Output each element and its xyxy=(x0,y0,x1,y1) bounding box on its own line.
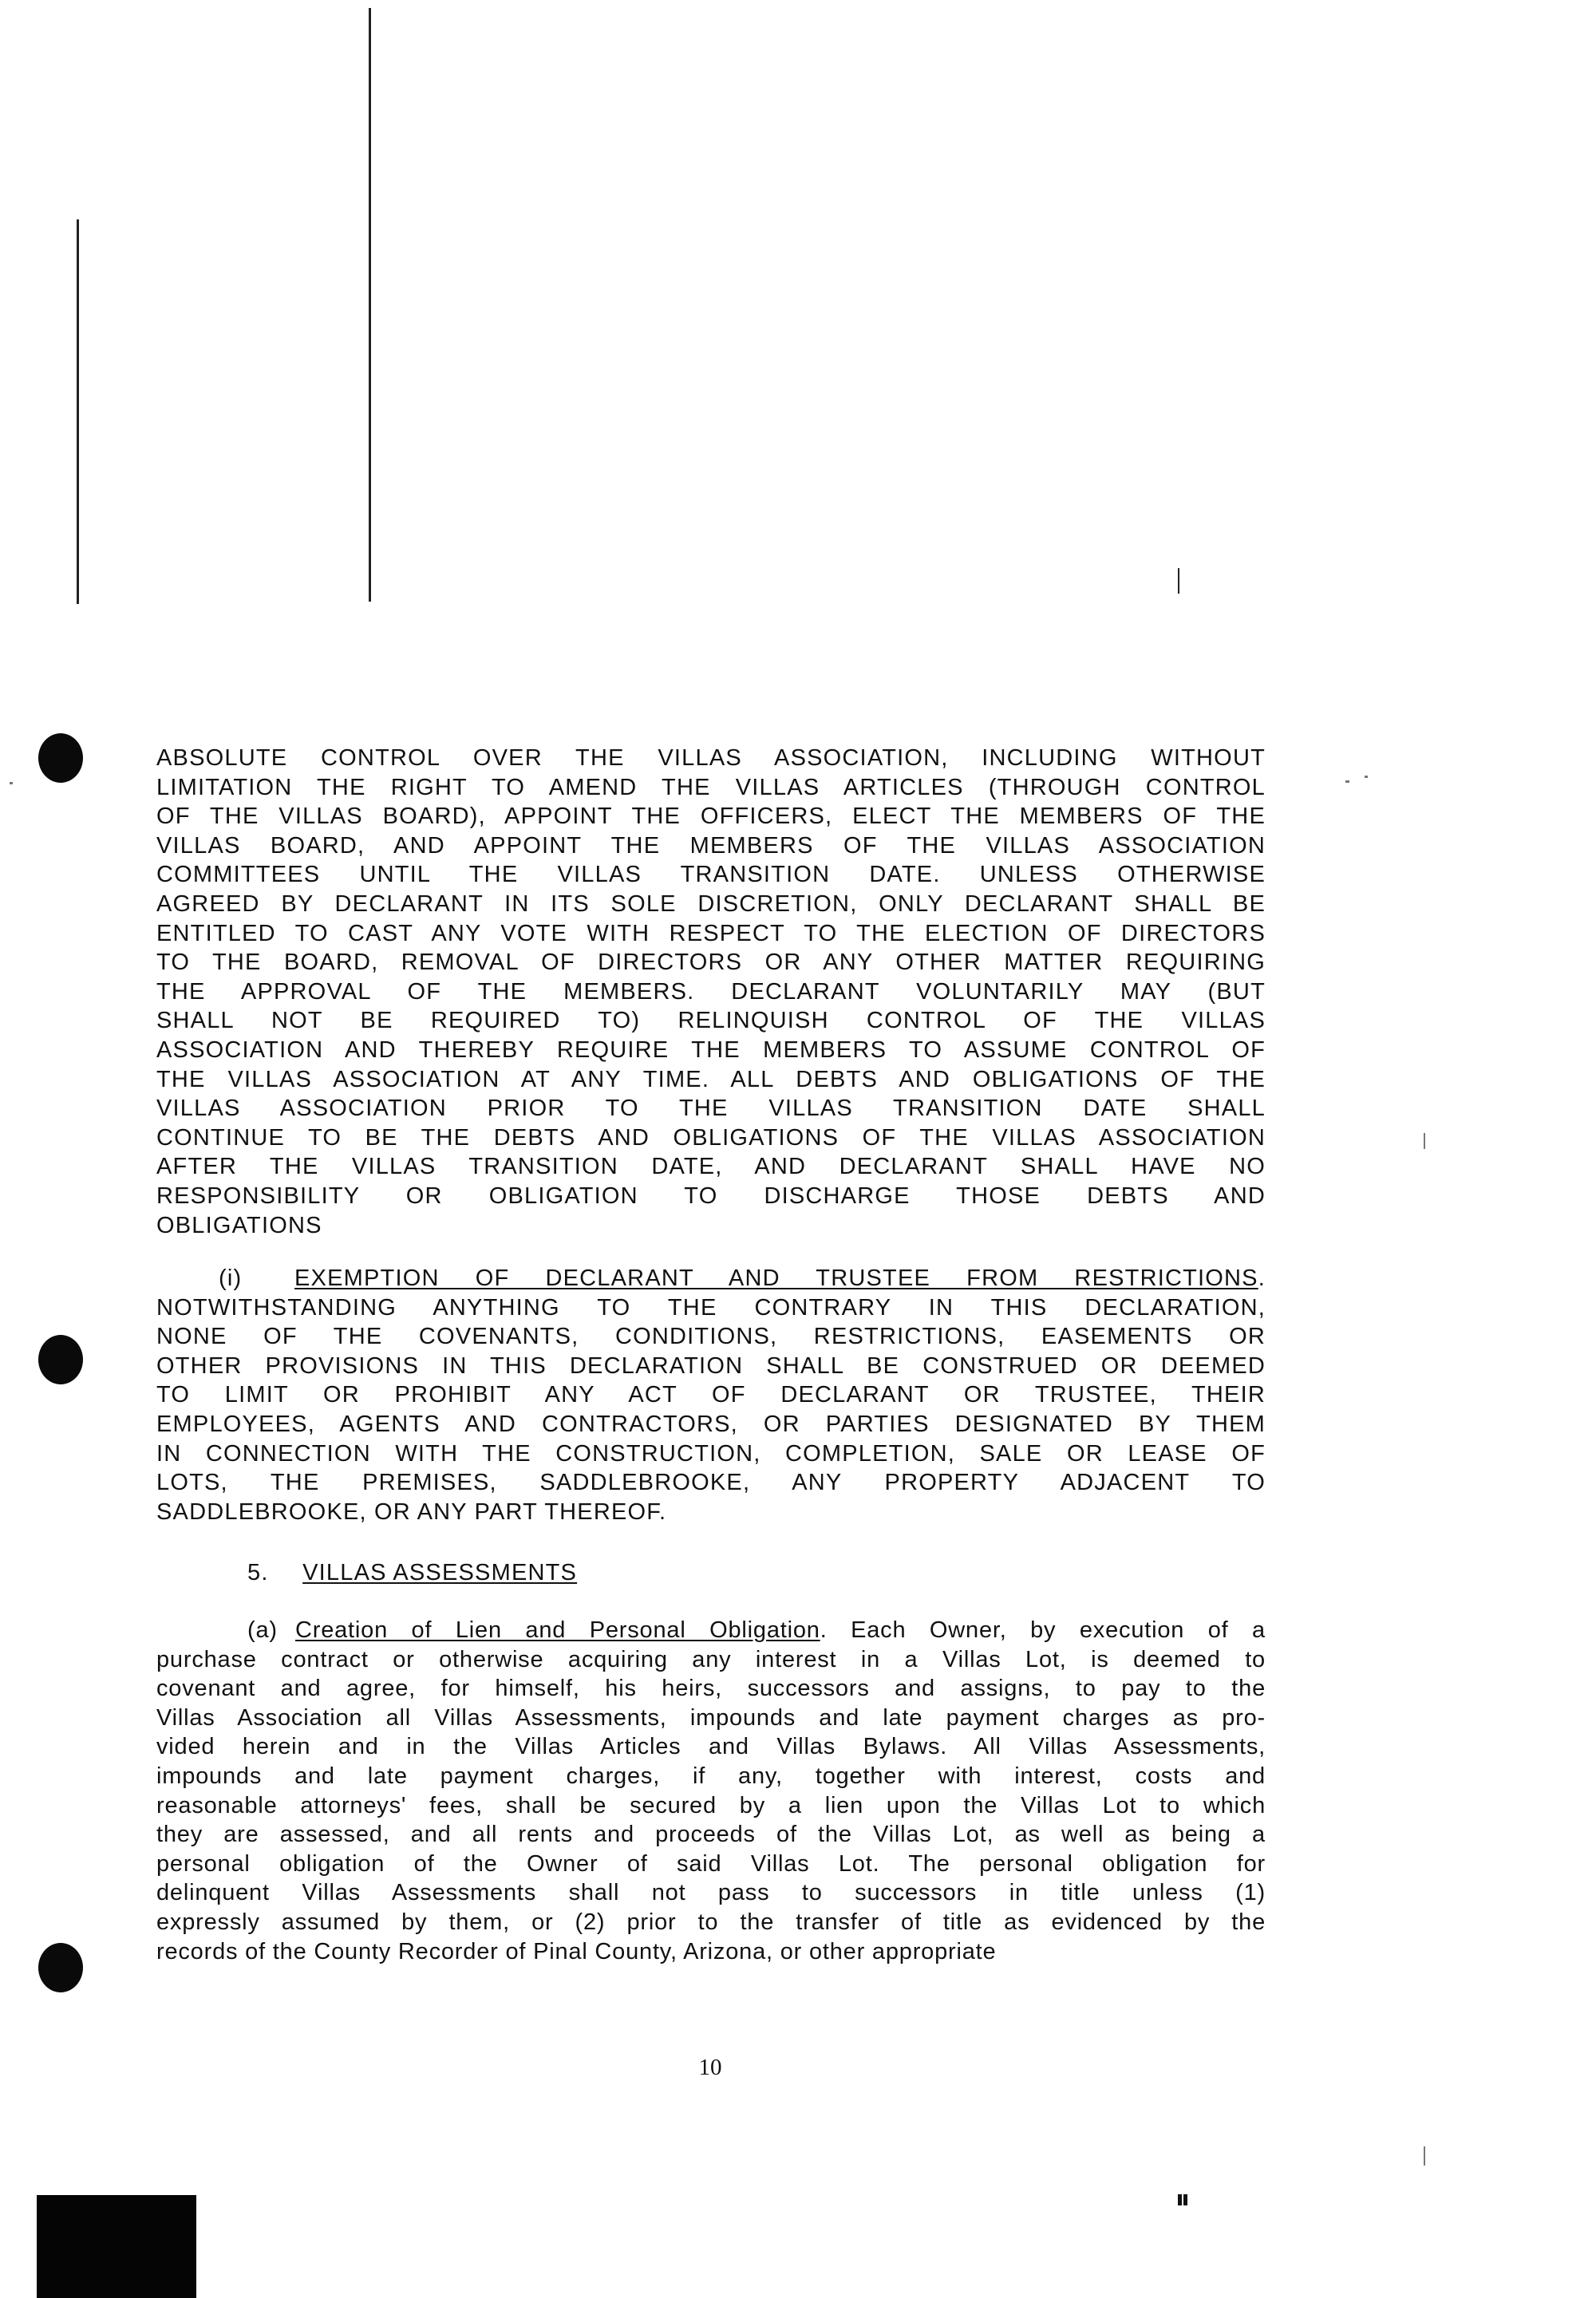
text-line: vided herein and in the Villas Articles and Villas Bylaws. All Villas Assessments, xyxy=(156,1734,1266,1760)
text-line: covenant and agree, for himself, his heirs, successors and assigns, to pay to the xyxy=(156,1676,1266,1702)
text-line: records of the County Recorder of Pinal County, Arizona, or other appropriate xyxy=(156,1938,997,1964)
corner-black-stamp xyxy=(37,2195,196,2298)
text-line: purchase contract or otherwise acquiring any interest in a Villas Lot, is deemed to xyxy=(156,1646,1266,1672)
text-line: reasonable attorneys' fees, shall be secured by a lien upon the Villas Lot to which xyxy=(156,1792,1266,1818)
exemption-heading-tail: . xyxy=(1258,1265,1266,1291)
punch-hole-mark xyxy=(38,1943,83,1992)
text-line: NONE OF THE COVENANTS, CONDITIONS, RESTRICTIONS, EASEMENTS OR xyxy=(156,1324,1266,1350)
text-line: RESPONSIBILITY OR OBLIGATION TO DISCHARGE THOSE DEBTS AND xyxy=(156,1183,1266,1209)
text-line: LIMITATION THE RIGHT TO AMEND THE VILLAS ARTICLES (THROUGH CONTROL xyxy=(156,774,1266,800)
text-line: OTHER PROVISIONS IN THIS DECLARATION SHALL BE CONSTRUED OR DEEMED xyxy=(156,1352,1266,1379)
text-line: SADDLEBROOKE, OR ANY PART THEREOF. xyxy=(156,1498,667,1525)
text-line: ABSOLUTE CONTROL OVER THE VILLAS ASSOCIATION, INCLUDING WITHOUT xyxy=(156,745,1266,771)
punch-hole-mark xyxy=(38,1335,83,1384)
exemption-heading-line xyxy=(156,1264,1266,1293)
text-line: THE APPROVAL OF THE MEMBERS. DECLARANT VOLUNTARILY MAY (BUT xyxy=(156,978,1266,1005)
scan-speck xyxy=(1345,780,1349,783)
text-line: TO LIMIT OR PROHIBIT ANY ACT OF DECLARANT OR TRUSTEE, THEIR xyxy=(156,1382,1266,1408)
text-line: expressly assumed by them, or (2) prior to the transfer of title as evidenced by the xyxy=(156,1909,1266,1935)
text-line: personal obligation of the Owner of said Villas Lot. The personal obligation for xyxy=(156,1850,1266,1877)
creation-heading-line xyxy=(156,1616,1266,1645)
text-line: impounds and late payment charges, if any, together with interest, costs and xyxy=(156,1763,1266,1789)
scan-edge-line xyxy=(369,8,371,602)
text-line: ASSOCIATION AND THEREBY REQUIRE THE MEMBERS TO ASSUME CONTROL OF xyxy=(156,1036,1266,1063)
text-line: NOTWITHSTANDING ANYTHING TO THE CONTRARY IN THIS DECLARATION, xyxy=(156,1294,1266,1321)
punch-hole-mark xyxy=(38,733,83,783)
exemption-paragraph xyxy=(156,1264,1266,1526)
page-number: 10 xyxy=(698,2055,722,2080)
text-line: AGREED BY DECLARANT IN ITS SOLE DISCRETION, ONLY DECLARANT SHALL BE xyxy=(156,890,1266,917)
scan-edge-line xyxy=(77,219,79,604)
text-line: delinquent Villas Assessments shall not pass to successors in title unless (1) xyxy=(156,1880,1266,1906)
exemption-label: (i) xyxy=(219,1265,243,1291)
text-line: THE VILLAS ASSOCIATION AT ANY TIME. ALL DEBTS AND OBLIGATIONS OF THE xyxy=(156,1066,1266,1092)
scan-speck xyxy=(10,782,13,784)
text-line: Villas Association all Villas Assessments, impounds and late payment charges as pro- xyxy=(156,1704,1266,1731)
creation-label: (a) xyxy=(247,1617,278,1643)
section-heading xyxy=(156,1558,1266,1588)
creation-heading: Creation of Lien and Personal Obligation xyxy=(295,1617,820,1643)
scan-speck xyxy=(1365,776,1368,778)
creation-heading-tail: . Each Owner, by execution of a xyxy=(820,1617,1266,1643)
text-line: LOTS, THE PREMISES, SADDLEBROOKE, ANY PROPERTY ADJACENT TO xyxy=(156,1470,1266,1496)
text-line: ENTITLED TO CAST ANY VOTE WITH RESPECT TO THE ELECTION OF DIRECTORS xyxy=(156,920,1266,946)
text-line: OBLIGATIONS xyxy=(156,1212,322,1238)
section-number: 5. xyxy=(247,1560,269,1585)
text-line: VILLAS ASSOCIATION PRIOR TO THE VILLAS TRANSITION DATE SHALL xyxy=(156,1096,1266,1122)
text-line: CONTINUE TO BE THE DEBTS AND OBLIGATIONS OF THE VILLAS ASSOCIATION xyxy=(156,1124,1266,1151)
creation-paragraph xyxy=(156,1616,1266,1966)
scan-speck xyxy=(1424,1133,1425,1149)
exemption-heading: EXEMPTION OF DECLARANT AND TRUSTEE FROM RESTRICTIONS xyxy=(294,1265,1258,1291)
text-line: COMMITTEES UNTIL THE VILLAS TRANSITION DATE. UNLESS OTHERWISE xyxy=(156,862,1266,888)
text-line: AFTER THE VILLAS TRANSITION DATE, AND DECLARANT SHALL HAVE NO xyxy=(156,1154,1266,1180)
text-line: they are assessed, and all rents and proceeds of the Villas Lot, as well as being a xyxy=(156,1822,1266,1848)
text-line: IN CONNECTION WITH THE CONSTRUCTION, COMPLETION, SALE OR LEASE OF xyxy=(156,1440,1266,1467)
scan-edge-line xyxy=(1178,568,1179,594)
text-line: EMPLOYEES, AGENTS AND CONTRACTORS, OR PARTIES DESIGNATED BY THEM xyxy=(156,1411,1266,1437)
scan-speck xyxy=(1424,2146,1425,2166)
text-line: TO THE BOARD, REMOVAL OF DIRECTORS OR ANY OTHER MATTER REQUIRING xyxy=(156,950,1266,976)
section-title: VILLAS ASSESSMENTS xyxy=(302,1560,578,1585)
control-paragraph xyxy=(156,744,1266,1240)
text-line: OF THE VILLAS BOARD), APPOINT THE OFFICERS, ELECT THE MEMBERS OF THE xyxy=(156,804,1266,830)
text-line: SHALL NOT BE REQUIRED TO) RELINQUISH CONTROL OF THE VILLAS xyxy=(156,1008,1266,1034)
section-heading-line xyxy=(156,1558,1266,1588)
tick-marks xyxy=(1178,2194,1189,2205)
text-line: VILLAS BOARD, AND APPOINT THE MEMBERS OF THE VILLAS ASSOCIATION xyxy=(156,832,1266,859)
